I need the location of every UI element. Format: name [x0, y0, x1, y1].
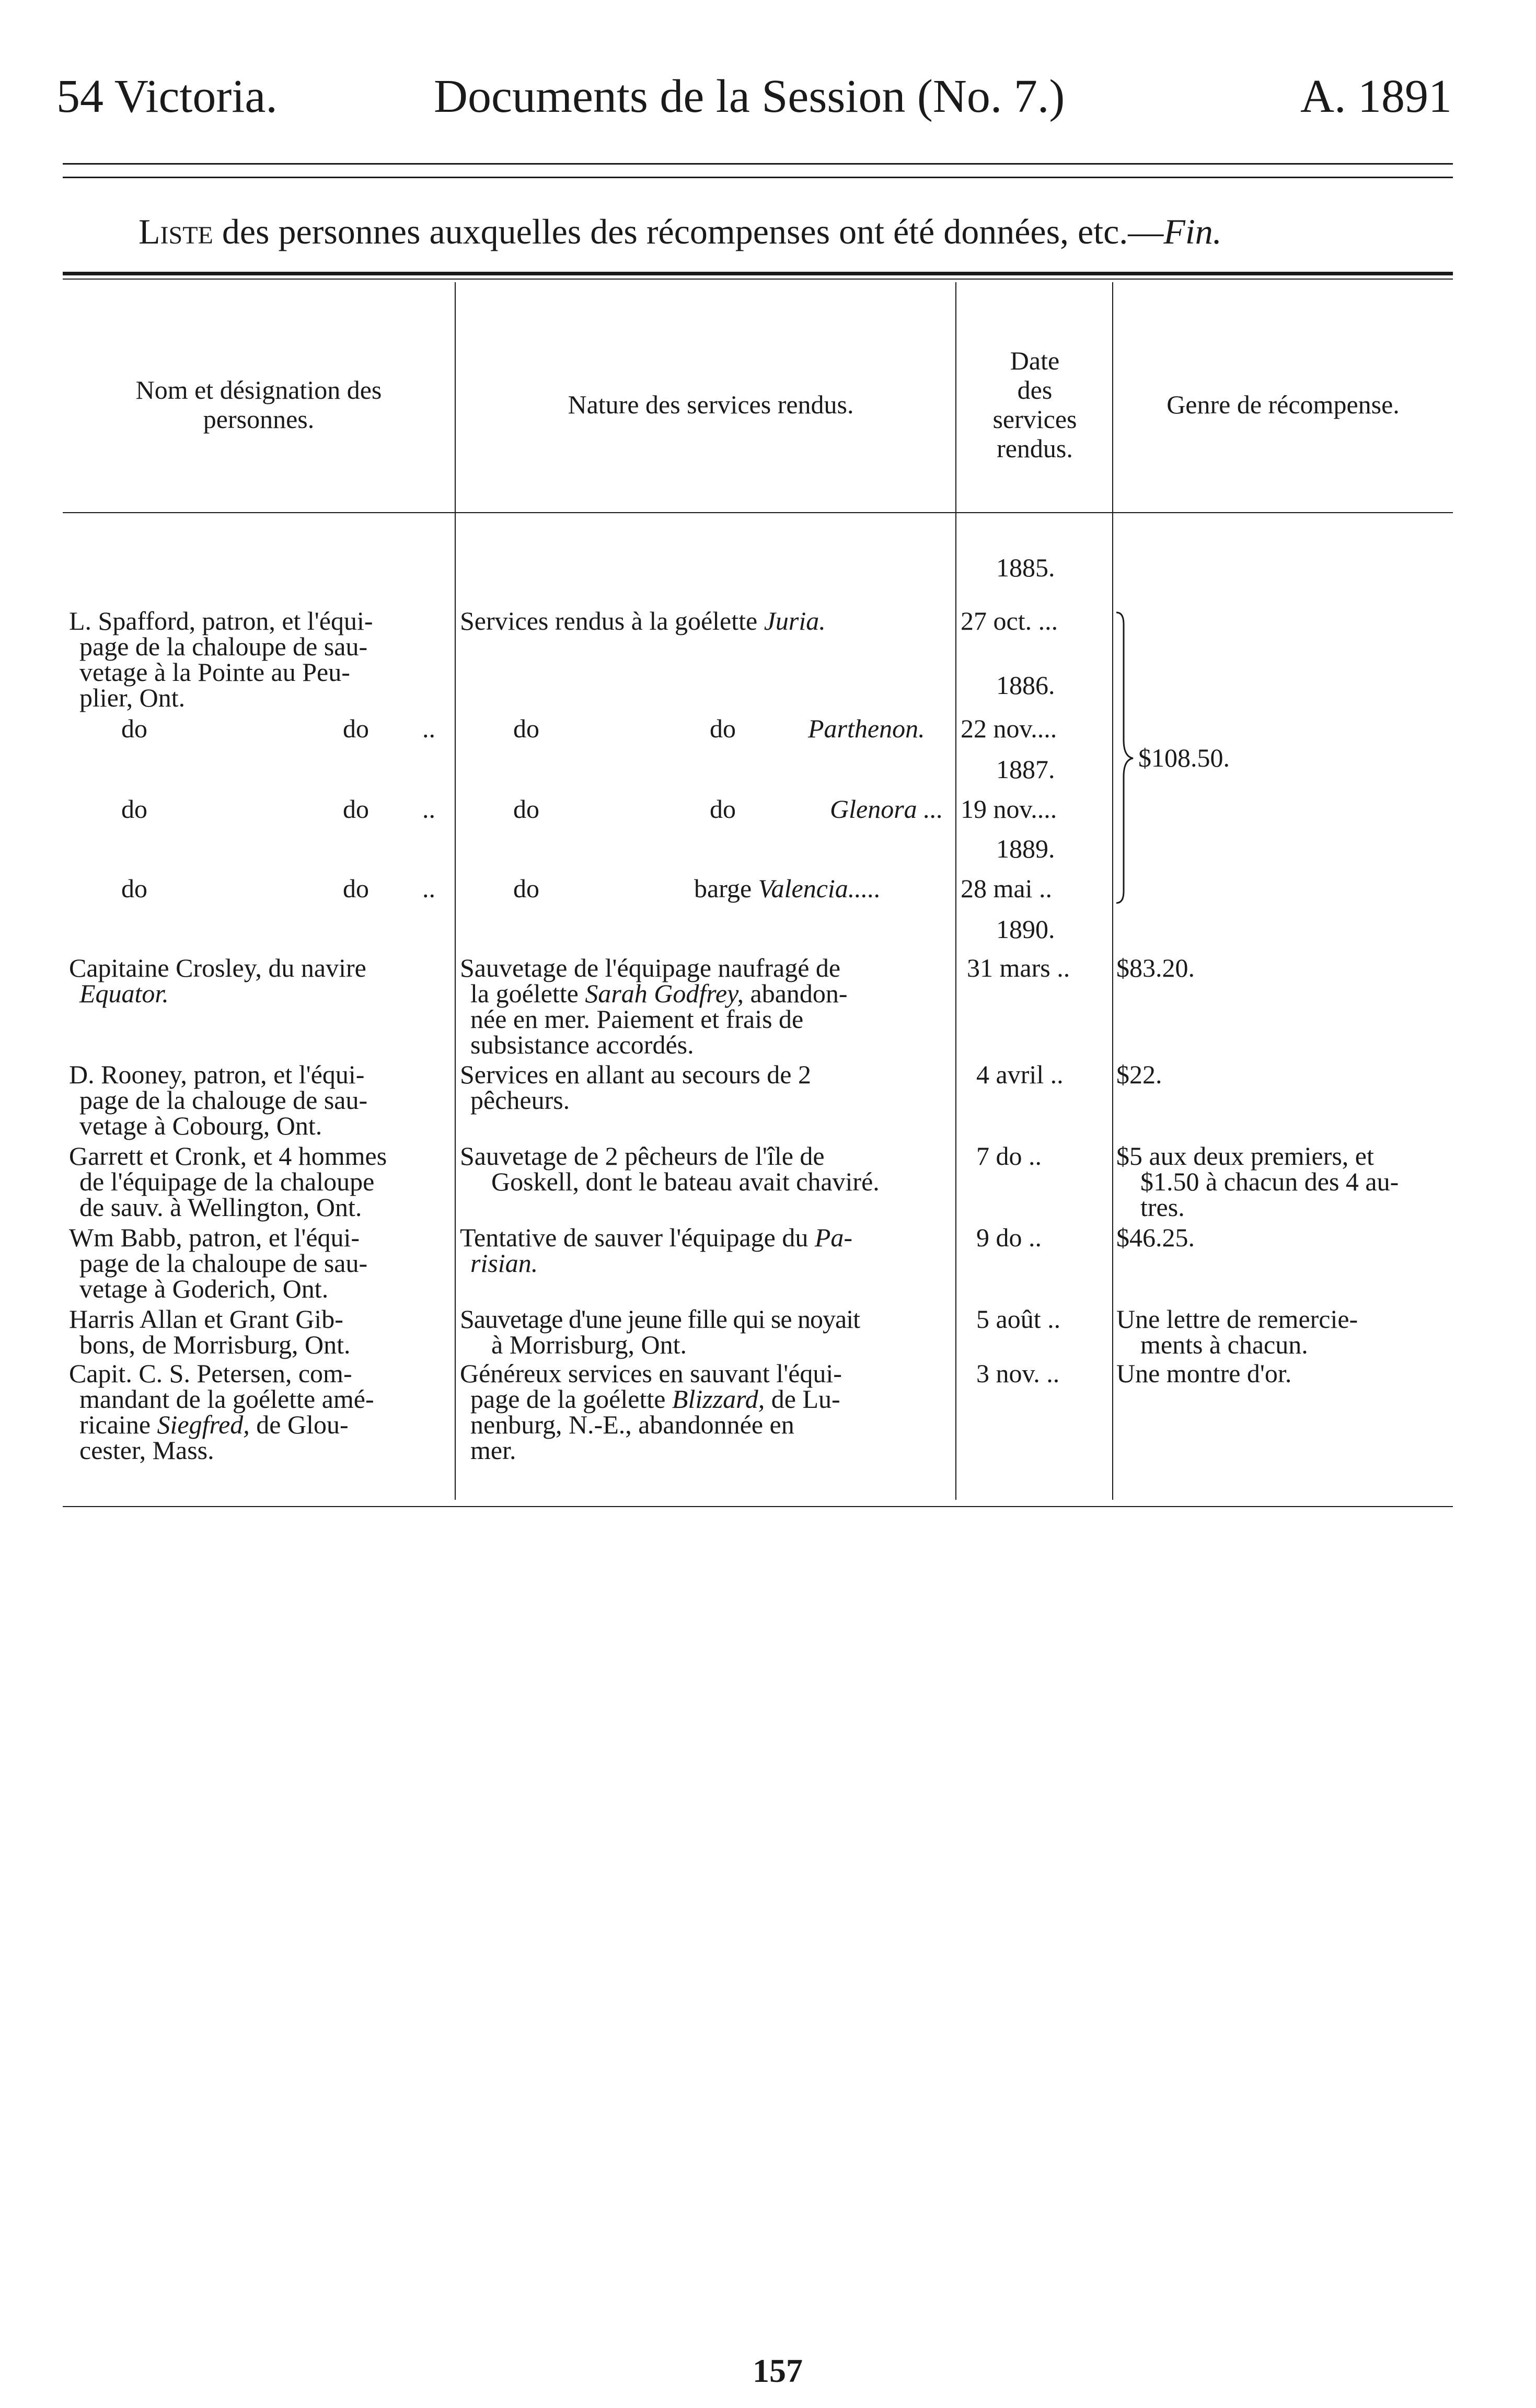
spafford-row2-do-a: do	[121, 714, 147, 743]
petersen-service-line-2: page de la goélette Blizzard, de Lu-	[470, 1384, 840, 1414]
garrett-award-line-3: tres.	[1140, 1193, 1185, 1222]
spafford-service-1: Services rendus à la goélette Juria.	[460, 606, 826, 635]
column-header-date: Date des services rendus.	[992, 346, 1077, 463]
petersen-service-line-1: Généreux services en sauvant l'équi-	[460, 1359, 842, 1388]
petersen-name-line-2: mandant de la goélette amé-	[79, 1384, 374, 1414]
rooney-name-line-2: page de la chalouge de sau-	[79, 1085, 368, 1115]
title-rule-thin	[63, 279, 1453, 280]
spafford-row3-vessel: Glenora ...	[830, 794, 943, 824]
babb-service-line-1: Tentative de sauver l'équipage du Pa-	[460, 1223, 853, 1252]
allan-service-line-1: Sauvetage d'une jeune fille qui se noyait	[460, 1304, 860, 1334]
crosley-name-line-1: Capitaine Crosley, du navire	[69, 953, 366, 982]
award-brace	[1114, 609, 1135, 907]
garrett-award-line-1: $5 aux deux premiers, et	[1116, 1141, 1374, 1171]
header-rule-top	[63, 163, 1453, 165]
babb-service-line-2: risian.	[470, 1248, 538, 1278]
spafford-name-line-2: page de la chaloupe de sau-	[79, 632, 368, 661]
year-1887: 1887.	[996, 755, 1055, 784]
spafford-row3-date: 19 nov....	[961, 794, 1057, 824]
crosley-award: $83.20.	[1116, 953, 1195, 982]
spafford-row4-do-c: do	[513, 874, 539, 903]
column-header-award: Genre de récompense.	[1167, 390, 1400, 419]
page-number: 157	[753, 2352, 803, 2389]
year-1890: 1890.	[996, 914, 1055, 944]
rooney-service-line-2: pêcheurs.	[470, 1085, 570, 1115]
spafford-row4-do-b: do	[343, 874, 369, 903]
year-1885: 1885.	[996, 553, 1055, 582]
title-lead-rest: iste	[160, 212, 213, 251]
spafford-row4-date: 28 mai ..	[961, 874, 1052, 903]
running-header-left: 54 Victoria.	[56, 71, 278, 122]
spafford-date-1: 27 oct. ...	[961, 606, 1058, 635]
allan-award-line-2: ments à chacun.	[1140, 1330, 1308, 1359]
spafford-row4-do-a: do	[121, 874, 147, 903]
petersen-service-line-4: mer.	[470, 1435, 516, 1465]
rooney-service-line-1: Services en allant au secours de 2	[460, 1060, 811, 1089]
rooney-date: 4 avril ..	[976, 1060, 1064, 1089]
petersen-service-line-3: nenburg, N.-E., abandonnée en	[470, 1410, 794, 1439]
spafford-row2-vessel: Parthenon.	[808, 714, 925, 743]
table-title	[138, 208, 1222, 255]
babb-award: $46.25.	[1116, 1223, 1195, 1252]
title-lead: L	[138, 212, 160, 251]
spafford-award: $108.50.	[1138, 743, 1230, 772]
year-1886: 1886.	[996, 670, 1055, 700]
rooney-name-line-3: vetage à Cobourg, Ont.	[79, 1111, 322, 1140]
column-header-rule	[63, 512, 1453, 513]
column-header-name: Nom et désignation des personnes.	[135, 375, 382, 434]
rooney-award: $22.	[1116, 1060, 1162, 1089]
column-header-service: Nature des services rendus.	[568, 390, 854, 419]
column-divider-3	[1112, 282, 1113, 1500]
spafford-row2-dots: ..	[422, 714, 435, 743]
spafford-row3-do-b: do	[343, 794, 369, 824]
allan-service-line-2: à Morrisburg, Ont.	[491, 1330, 687, 1359]
header-rule-bottom	[63, 177, 1453, 178]
babb-name-line-3: vetage à Goderich, Ont.	[79, 1274, 329, 1303]
column-divider-2	[955, 282, 956, 1500]
title-text: des personnes auxquelles des récompenses ont été données, etc.—	[213, 212, 1164, 251]
crosley-date: 31 mars ..	[967, 953, 1070, 982]
spafford-row4-vessel-line: barge Valencia.....	[694, 874, 881, 903]
spafford-row3-do-c: do	[513, 794, 539, 824]
petersen-award: Une montre d'or.	[1116, 1359, 1292, 1388]
spafford-row2-date: 22 nov....	[961, 714, 1057, 743]
allan-name-line-2: bons, de Morrisburg, Ont.	[79, 1330, 351, 1359]
crosley-service-line-1: Sauvetage de l'équipage naufragé de	[460, 953, 841, 982]
petersen-name-line-4: cester, Mass.	[79, 1435, 214, 1465]
crosley-service-line-3: née en mer. Paiement et frais de	[470, 1004, 804, 1034]
spafford-name-line-4: plier, Ont.	[79, 683, 186, 712]
year-1889: 1889.	[996, 834, 1055, 863]
garrett-date: 7 do ..	[976, 1141, 1042, 1171]
spafford-row3-do-d: do	[710, 794, 736, 824]
petersen-name-line-3: ricaine Siegfred, de Glou-	[79, 1410, 349, 1439]
allan-award-line-1: Une lettre de remercie-	[1116, 1304, 1358, 1334]
spafford-name-line-1: L. Spafford, patron, et l'équi-	[69, 606, 373, 635]
babb-date: 9 do ..	[976, 1223, 1042, 1252]
babb-name-line-2: page de la chaloupe de sau-	[79, 1248, 368, 1278]
garrett-service-line-2: Goskell, dont le bateau avait chaviré.	[491, 1167, 880, 1196]
crosley-service-line-2: la goélette Sarah Godfrey, abandon-	[470, 979, 848, 1008]
allan-date: 5 août ..	[976, 1304, 1061, 1334]
petersen-name-line-1: Capit. C. S. Petersen, com-	[69, 1359, 352, 1388]
table-bottom-rule	[63, 1506, 1453, 1507]
garrett-award-line-2: $1.50 à chacun des 4 au-	[1140, 1167, 1399, 1196]
spafford-name-line-3: vetage à la Pointe au Peu-	[79, 657, 350, 687]
garrett-name-line-2: de l'équipage de la chaloupe	[79, 1167, 375, 1196]
spafford-row4-dots: ..	[422, 874, 435, 903]
running-header-center: Documents de la Session (No. 7.)	[434, 71, 1065, 122]
spafford-row2-do-b: do	[343, 714, 369, 743]
spafford-row2-do-c: do	[513, 714, 539, 743]
crosley-name-line-2: Equator.	[79, 979, 169, 1008]
spafford-row3-do-a: do	[121, 794, 147, 824]
allan-name-line-1: Harris Allan et Grant Gib-	[69, 1304, 343, 1334]
title-suffix: Fin.	[1163, 212, 1222, 251]
garrett-name-line-1: Garrett et Cronk, et 4 hommes	[69, 1141, 387, 1171]
garrett-service-line-1: Sauvetage de 2 pêcheurs de l'île de	[460, 1141, 825, 1171]
spafford-row3-dots: ..	[422, 794, 435, 824]
rooney-name-line-1: D. Rooney, patron, et l'équi-	[69, 1060, 365, 1089]
crosley-service-line-4: subsistance accordés.	[470, 1030, 694, 1059]
garrett-name-line-3: de sauv. à Wellington, Ont.	[79, 1193, 362, 1222]
spafford-row2-do-d: do	[710, 714, 736, 743]
babb-name-line-1: Wm Babb, patron, et l'équi-	[69, 1223, 360, 1252]
title-rule-thick	[63, 272, 1453, 275]
running-header-right: A. 1891	[1300, 71, 1452, 122]
petersen-date: 3 nov. ..	[976, 1359, 1060, 1388]
column-divider-1	[455, 282, 456, 1500]
